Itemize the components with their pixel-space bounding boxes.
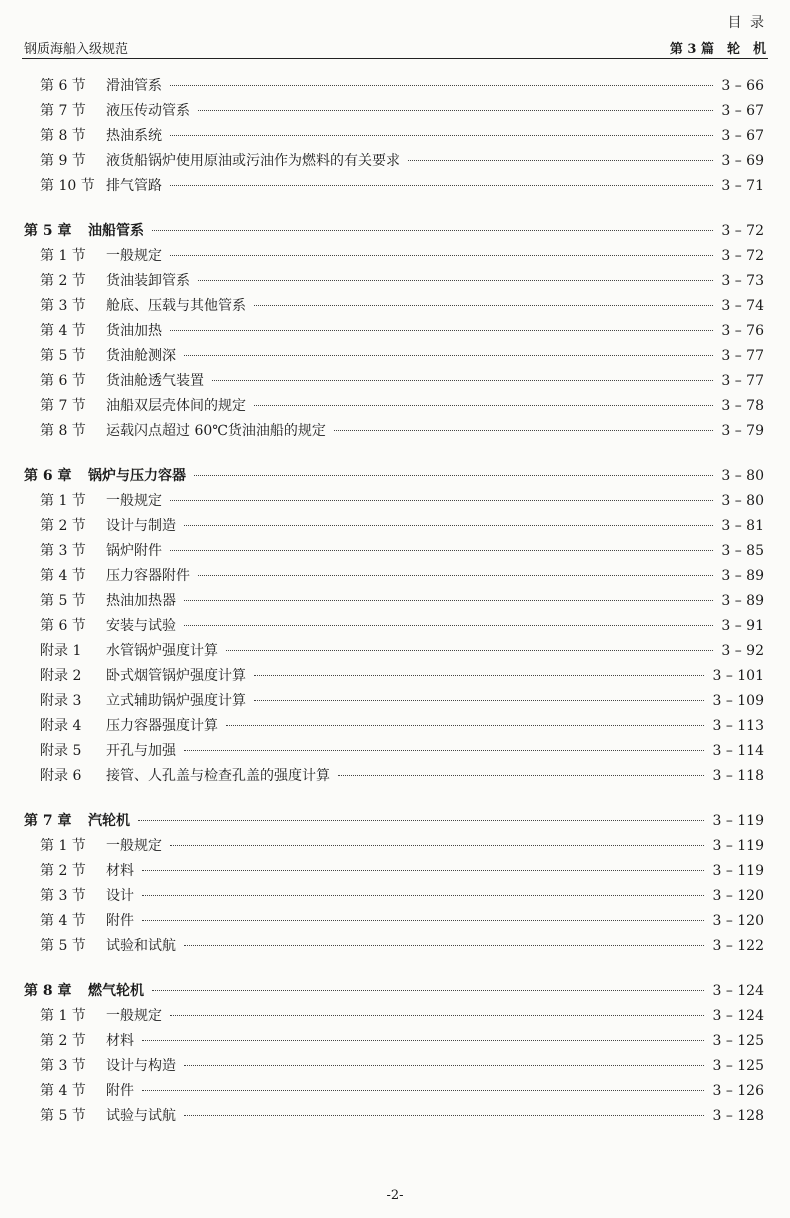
header-divider: [22, 58, 768, 59]
toc-section-row[interactable]: [0, 420, 790, 445]
toc-entry-page: 3 – 119: [712, 863, 764, 879]
toc-entry-page: 3 – 73: [721, 273, 764, 289]
toc-section-row[interactable]: [0, 935, 790, 960]
toc-section-row[interactable]: [0, 885, 790, 910]
toc-entry-number: 第 10 节: [40, 178, 95, 194]
toc-section-row[interactable]: [0, 295, 790, 320]
toc-entry-number: 第 1 节: [40, 248, 86, 264]
toc-leader-dots: [226, 650, 713, 651]
toc-entry-page: 3 – 126: [712, 1083, 764, 1099]
toc-entry-number: 第 8 节: [40, 423, 86, 439]
toc-leader-dots: [184, 355, 713, 356]
toc-entry-title: 附件: [106, 913, 134, 929]
toc-entry-number: 第 3 节: [40, 543, 86, 559]
toc-entry-page: 3 – 81: [721, 518, 764, 534]
toc-section-row[interactable]: [0, 540, 790, 565]
toc-entry-page: 3 – 120: [712, 888, 764, 904]
toc-leader-dots: [198, 110, 713, 111]
toc-entry-number: 第 5 节: [40, 348, 86, 364]
toc-leader-dots: [212, 380, 713, 381]
toc-entry-page: 3 – 80: [721, 493, 764, 509]
toc-entry-page: 3 – 119: [712, 838, 764, 854]
toc-leader-dots: [170, 330, 713, 331]
toc-section-row[interactable]: [0, 1030, 790, 1055]
toc-entry-title: 压力容器附件: [106, 568, 190, 584]
toc-entry-page: 3 – 92: [721, 643, 764, 659]
toc-section-row[interactable]: [0, 270, 790, 295]
toc-entry-number: 第 7 章: [24, 813, 72, 829]
toc-section-row[interactable]: [0, 320, 790, 345]
toc-entry-number: 第 9 节: [40, 153, 86, 169]
toc-entry-number: 第 1 节: [40, 838, 86, 854]
toc-entry-title: 汽轮机: [88, 813, 130, 829]
toc-leader-dots: [226, 725, 704, 726]
toc-entry-page: 3 – 101: [712, 668, 764, 684]
toc-leader-dots: [170, 85, 713, 86]
toc-entry-number: 第 5 节: [40, 1108, 86, 1124]
toc-entry-number: 第 7 节: [40, 103, 86, 119]
toc-entry-page: 3 – 109: [712, 693, 764, 709]
toc-chapter-row[interactable]: [0, 980, 790, 1005]
toc-leader-dots: [184, 750, 704, 751]
toc-entry-title: 材料: [106, 1033, 134, 1049]
toc-entry-number: 附录 3: [40, 693, 82, 709]
toc-entry-page: 3 – 125: [712, 1058, 764, 1074]
toc-section-row[interactable]: [0, 690, 790, 715]
toc-entry-title: 试验和试航: [106, 938, 176, 954]
toc-entry-number: 第 8 章: [24, 983, 72, 999]
toc-leader-dots: [142, 895, 704, 896]
toc-entry-title: 液货船锅炉使用原油或污油作为燃料的有关要求: [106, 153, 400, 169]
toc-leader-dots: [198, 280, 713, 281]
toc-entry-title: 锅炉与压力容器: [88, 468, 186, 484]
toc-entry-page: 3 – 89: [721, 568, 764, 584]
toc-chapter-row[interactable]: [0, 810, 790, 835]
book-title: 钢质海船入级规范: [24, 42, 129, 57]
toc-entry-number: 第 3 节: [40, 298, 86, 314]
toc-leader-dots: [184, 525, 713, 526]
toc-entry-title: 水管锅炉强度计算: [106, 643, 218, 659]
toc-entry-page: 3 – 120: [712, 913, 764, 929]
toc-entry-page: 3 – 77: [721, 373, 764, 389]
toc-entry-page: 3 – 85: [721, 543, 764, 559]
toc-leader-dots: [170, 845, 704, 846]
toc-section-row[interactable]: [0, 175, 790, 200]
toc-entry-number: 第 5 章: [24, 223, 72, 239]
toc-entry-number: 附录 5: [40, 743, 82, 759]
toc-leader-dots: [142, 920, 704, 921]
toc-entry-page: 3 – 72: [721, 248, 764, 264]
toc-leader-dots: [338, 775, 704, 776]
toc-entry-number: 第 2 节: [40, 273, 86, 289]
toc-entry-title: 货油舱测深: [106, 348, 176, 364]
toc-entry-title: 卧式烟管锅炉强度计算: [106, 668, 246, 684]
toc-leader-dots: [142, 1090, 704, 1091]
toc-leader-dots: [138, 820, 704, 821]
toc-entry-number: 第 4 节: [40, 568, 86, 584]
toc-section-row[interactable]: [0, 860, 790, 885]
toc-leader-dots: [170, 1015, 704, 1016]
toc-entry-title: 开孔与加强: [106, 743, 176, 759]
toc-section-row[interactable]: [0, 1080, 790, 1105]
toc-entry-number: 第 2 节: [40, 518, 86, 534]
toc-entry-title: 一般规定: [106, 248, 162, 264]
toc-entry-page: 3 – 67: [721, 103, 764, 119]
toc-entry-title: 立式辅助锅炉强度计算: [106, 693, 246, 709]
toc-section-row[interactable]: [0, 565, 790, 590]
toc-entry-number: 第 6 章: [24, 468, 72, 484]
toc-section-row[interactable]: [0, 1055, 790, 1080]
toc-section-row[interactable]: [0, 835, 790, 860]
toc-entry-page: 3 – 124: [712, 983, 764, 999]
toc-entry-title: 一般规定: [106, 838, 162, 854]
toc-entry-title: 设计与制造: [106, 518, 176, 534]
toc-entry-title: 试验与试航: [106, 1108, 176, 1124]
toc-entry-page: 3 – 77: [721, 348, 764, 364]
toc-entry-title: 舱底、压载与其他管系: [106, 298, 246, 314]
toc-leader-dots: [254, 700, 704, 701]
toc-heading: 目 录: [727, 15, 766, 31]
toc-section-row[interactable]: [0, 125, 790, 150]
toc-section-row[interactable]: [0, 150, 790, 175]
toc-entry-title: 接管、人孔盖与检查孔盖的强度计算: [106, 768, 330, 784]
toc-entry-number: 第 4 节: [40, 913, 86, 929]
toc-entry-title: 锅炉附件: [106, 543, 162, 559]
toc-leader-dots: [254, 675, 704, 676]
toc-entry-page: 3 – 79: [721, 423, 764, 439]
toc-section-row[interactable]: [0, 665, 790, 690]
toc-entry-page: 3 – 78: [721, 398, 764, 414]
toc-entry-number: 第 3 节: [40, 888, 86, 904]
toc-entry-number: 第 5 节: [40, 593, 86, 609]
toc-entry-page: 3 – 125: [712, 1033, 764, 1049]
toc-entry-number: 第 2 节: [40, 863, 86, 879]
toc-entry-page: 3 – 72: [721, 223, 764, 239]
toc-entry-title: 运载闪点超过 60℃货油油船的规定: [106, 423, 326, 439]
toc-entry-title: 油船双层壳体间的规定: [106, 398, 246, 414]
toc-entry-title: 热油系统: [106, 128, 162, 144]
toc-leader-dots: [184, 600, 713, 601]
toc-section-row[interactable]: [0, 370, 790, 395]
toc-entry-number: 第 7 节: [40, 398, 86, 414]
toc-entry-page: 3 – 124: [712, 1008, 764, 1024]
toc-entry-title: 货油装卸管系: [106, 273, 190, 289]
toc-entry-page: 3 – 128: [712, 1108, 764, 1124]
toc-leader-dots: [198, 575, 713, 576]
toc-section-row[interactable]: [0, 490, 790, 515]
toc-entry-number: 附录 2: [40, 668, 82, 684]
toc-section-row[interactable]: [0, 615, 790, 640]
toc-entry-page: 3 – 74: [721, 298, 764, 314]
toc-leader-dots: [152, 230, 713, 231]
toc-entry-title: 液压传动管系: [106, 103, 190, 119]
toc-entry-number: 第 2 节: [40, 1033, 86, 1049]
toc-entry-title: 油船管系: [88, 223, 144, 239]
toc-section-row[interactable]: [0, 910, 790, 935]
toc-entry-number: 第 4 节: [40, 1083, 86, 1099]
section-gap: [0, 445, 790, 465]
section-gap: [0, 960, 790, 980]
toc-section-row[interactable]: [0, 1005, 790, 1030]
toc-entry-page: 3 – 91: [721, 618, 764, 634]
toc-section-row[interactable]: [0, 1105, 790, 1130]
toc-leader-dots: [184, 1115, 704, 1116]
toc-entry-number: 第 5 节: [40, 938, 86, 954]
toc-section-row[interactable]: [0, 100, 790, 125]
toc-section-row[interactable]: [0, 590, 790, 615]
toc-entry-title: 一般规定: [106, 1008, 162, 1024]
toc-section-row[interactable]: [0, 245, 790, 270]
section-gap: [0, 200, 790, 220]
toc-entry-number: 第 1 节: [40, 493, 86, 509]
toc-entry-page: 3 – 67: [721, 128, 764, 144]
toc-entry-title: 材料: [106, 863, 134, 879]
toc-leader-dots: [194, 475, 713, 476]
toc-entry-title: 滑油管系: [106, 78, 162, 94]
toc-entry-title: 货油加热: [106, 323, 162, 339]
toc-leader-dots: [142, 870, 704, 871]
toc-section-row[interactable]: [0, 395, 790, 420]
toc-entry-page: 3 – 114: [712, 743, 764, 759]
section-gap: [0, 790, 790, 810]
toc-section-row[interactable]: [0, 640, 790, 665]
toc-entry-number: 附录 4: [40, 718, 82, 734]
toc-section-row[interactable]: [0, 765, 790, 790]
toc-leader-dots: [152, 990, 704, 991]
toc-entry-title: 设计与构造: [106, 1058, 176, 1074]
toc-leader-dots: [184, 625, 713, 626]
toc-section-row[interactable]: [0, 345, 790, 370]
toc-entry-page: 3 – 66: [721, 78, 764, 94]
toc-leader-dots: [170, 185, 713, 186]
toc-entry-page: 3 – 89: [721, 593, 764, 609]
toc-entry-page: 3 – 118: [712, 768, 764, 784]
toc-entry-number: 第 6 节: [40, 618, 86, 634]
toc-leader-dots: [170, 135, 713, 136]
toc-entry-page: 3 – 80: [721, 468, 764, 484]
toc-chapter-row[interactable]: [0, 220, 790, 245]
toc-entry-number: 第 3 节: [40, 1058, 86, 1074]
toc-leader-dots: [254, 305, 713, 306]
toc-entry-title: 排气管路: [106, 178, 162, 194]
toc-entry-page: 3 – 113: [712, 718, 764, 734]
toc-entry-title: 附件: [106, 1083, 134, 1099]
toc-leader-dots: [334, 430, 713, 431]
toc-entry-title: 一般规定: [106, 493, 162, 509]
toc-entry-number: 附录 6: [40, 768, 82, 784]
toc-leader-dots: [170, 550, 713, 551]
toc-chapter-row[interactable]: [0, 465, 790, 490]
toc-entry-title: 货油舱透气装置: [106, 373, 204, 389]
toc-entry-number: 第 4 节: [40, 323, 86, 339]
toc-leader-dots: [170, 500, 713, 501]
toc-leader-dots: [170, 255, 713, 256]
toc-entry-title: 设计: [106, 888, 134, 904]
toc-entry-number: 附录 1: [40, 643, 82, 659]
toc-leader-dots: [184, 945, 704, 946]
toc-leader-dots: [184, 1065, 704, 1066]
toc-leader-dots: [142, 1040, 704, 1041]
toc-entry-title: 压力容器强度计算: [106, 718, 218, 734]
toc-leader-dots: [408, 160, 713, 161]
toc-entry-number: 第 6 节: [40, 78, 86, 94]
toc-entry-title: 热油加热器: [106, 593, 176, 609]
part-title: 第 3 篇 轮 机: [669, 42, 766, 57]
toc-entry-page: 3 – 76: [721, 323, 764, 339]
toc-section-row[interactable]: [0, 715, 790, 740]
toc-leader-dots: [254, 405, 713, 406]
toc-section-row[interactable]: [0, 75, 790, 100]
toc-section-row[interactable]: [0, 740, 790, 765]
toc-entry-page: 3 – 69: [721, 153, 764, 169]
toc-entry-number: 第 8 节: [40, 128, 86, 144]
toc-entry-title: 燃气轮机: [88, 983, 144, 999]
toc-entry-page: 3 – 71: [721, 178, 764, 194]
toc-entry-title: 安装与试验: [106, 618, 176, 634]
toc-entry-number: 第 1 节: [40, 1008, 86, 1024]
toc-entry-number: 第 6 节: [40, 373, 86, 389]
toc-section-row[interactable]: [0, 515, 790, 540]
toc-entry-page: 3 – 122: [712, 938, 764, 954]
table-of-contents: [0, 75, 790, 1130]
toc-entry-page: 3 – 119: [712, 813, 764, 829]
page-number: -2-: [386, 1188, 404, 1203]
